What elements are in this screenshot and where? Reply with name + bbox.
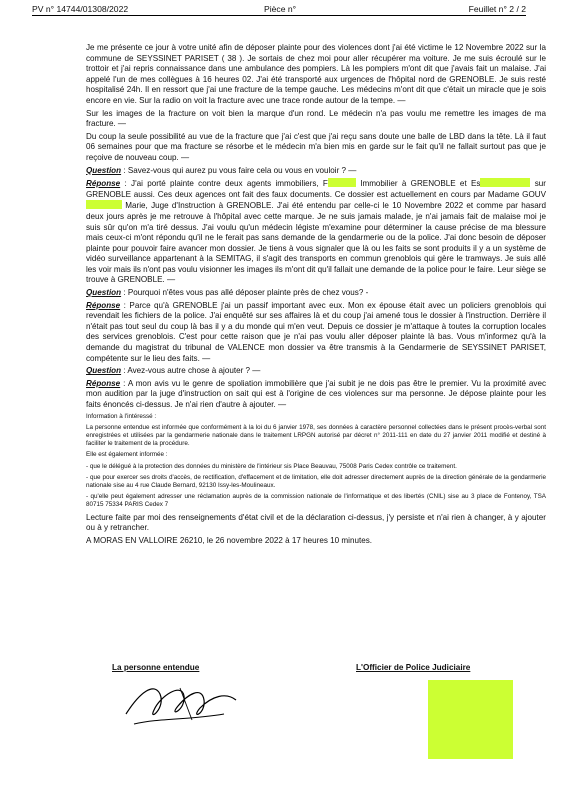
answer-text: : A mon avis vu le genre de spoliation immobilière que j'ai subit je ne dois pas être le premier. Vu la proximité avec mon audition par la juge d'instruction on sait qui est à l'origine de ces violences sur ma personne. Je dépose plainte pour les faits énoncés ci-dessus. Je n'ai rien d'autre à ajouter. — — [86, 378, 546, 409]
answer-text: sur GRENOBLE aussi. Ces deux agences ont fait des faux documents. Ce dossier est actuellement en cours par Madame GOUV — [86, 179, 547, 199]
closing-statement: Lecture faite par moi des renseignements d'état civil et de la déclaration ci-dessus, j'y persiste et n'ai rien à changer, à y ajouter ou à y retrancher. — [86, 512, 546, 533]
answer-2 — [86, 301, 546, 365]
redaction-box — [428, 680, 513, 759]
statement-body — [86, 43, 546, 548]
info-title: Information à l'intéressé : — [86, 412, 157, 420]
answer-1 — [86, 178, 546, 286]
info-paragraph: - que pour exercer ses droits d'accès, de rectification, d'effacement et de limitation, elle doit adresser directement auprès de la direction générale de la gendarmerie nationale sise au 4 rue Claude Bernard, 92130 Issy-les-Moulineaux. — [86, 473, 546, 490]
question-text: : Avez-vous autre chose à ajouter ? — — [121, 366, 261, 376]
answer-text: : J'ai porté plainte contre deux agents immobiliers, F — [120, 179, 328, 189]
header-divider — [32, 15, 526, 16]
info-paragraph: Elle est également informée : — [86, 451, 168, 459]
question-text: : Pourquoi n'êtes vous pas allé déposer plainte près de chez vous? - — [121, 288, 369, 298]
answer-label: Réponse — [86, 378, 121, 388]
question-label: Question — [86, 165, 122, 175]
redaction-box — [86, 200, 122, 209]
handwritten-signature — [120, 674, 242, 738]
pv-number: PV n° 14744/01308/2022 — [32, 4, 129, 14]
redaction-box — [328, 178, 356, 187]
answer-label: Réponse — [86, 300, 121, 310]
closing-place-date: A MORAS EN VALLOIRE 26210, le 26 novembre 2022 à 17 heures 10 minutes. — [86, 535, 372, 545]
question-3 — [86, 366, 546, 377]
signature-label-officer: L'Officier de Police Judiciaire — [356, 663, 471, 672]
answer-3 — [86, 379, 546, 411]
question-label: Question — [86, 366, 122, 376]
question-label: Question — [86, 288, 122, 298]
piece-number: Pièce n° — [264, 4, 297, 14]
answer-text: Immobilier à GRENOBLE et Es — [355, 179, 481, 189]
answer-text: : Parce qu'à GRENOBLE j'ai un passif important avec eux. Mon ex épouse était avec un policiers grenoblois qui revendait les fichiers de la police. J'ai enquêté sur ses affaires là et du coup j'ai amené tous le dossier à l'instruction. Derrière il n'était pas tout seul du coup là bas il y a du monde qui m'en veut. Depuis ce dossier je m'attaque à toutes la corruption locales des services grenoblois. C'est pour cette raison que je n'ai pas voulu aller déposer plainte là bas. Vous m'informez qu'à la demande du magistrat du tribunal de VALENCE mon dossier va être transmis à la Gendarmerie de SEYSSINET PARISET, compétente sur le lieu des faits. — — [86, 300, 546, 363]
answer-label: Réponse — [86, 179, 121, 189]
redaction-box — [480, 178, 530, 187]
info-paragraph: - que le délégué à la protection des données du ministère de l'intérieur sis Place Beauvau, 75008 Paris Cedex contrôle ce traitement. — [86, 462, 457, 470]
paragraph-3: Du coup la seule possibilité au vue de la fracture que j'ai c'est que j'ai reçu sans doute une balle de LBD dans la tête. Là il faut 06 semaines pour que ma fracture se résorbe et le médecin m'a bien mis en garde sur le fait qu'il ne fallait surtout pas que je reçoive de nouveau coup. — — [86, 131, 546, 162]
question-1 — [86, 166, 546, 177]
info-paragraph: La personne entendue est informée que conformément à la loi du 6 janvier 1978, ses données à caractère personnel collectées dans le présent procès-verbal sont enregistrées et utilisées par la gendarmerie nationale dans le traitement LRPGN autorisé par décret n° 2011-111 en date du 27 janvier 2011 modifié et destiné à faciliter le traitement de la procédure. — [86, 423, 546, 448]
answer-text: Marie, Juge d'Instruction à GRENOBLE. J'ai été entendu par celle-ci le 10 Novembre 2022 et comme par hasard deux jours après je me retrouve à l'hôpital avec cette marque. Je ne suis jamais malade, je n'ai jamais fait de malaise moi je suis sûr qu'on m'a tiré dessus. J'ai voulu qu'un médecin légiste m'examine pour déterminer la cause précise de ma blessure mais ceux-ci m'ont répondu qu'il ne le ferait pas sans demande de la gendarmerie ou de la police. J'ai donc besoin de déposer plainte pour pouvoir faire avancer mon dossier. Je tiens à vous signaler que là ou les faits se sont produits il y a un système de vidéo surveillance appartenant à la SEMITAG, il s'agit des transports en commun grenoblois qui gère le tramways. Je suis allé les voir mais ils n'ont pas voulu visionner les images ils m'ont dit qu'il fallait une demande de la police pour le faire. Leur siège se trouve à GRENOBLE. — — [86, 201, 546, 285]
question-text: : Savez-vous qui aurez pu vous faire cela ou vous en vouloir ? — — [121, 165, 357, 175]
info-paragraph: - qu'elle peut également adresser une réclamation auprès de la commission nationale de l'informatique et des libertés (CNIL) sise au 3 place de Fontenoy, TSA 80715 75334 PARIS Cedex 7 — [86, 493, 546, 509]
legal-information — [86, 413, 546, 510]
paragraph-1: Je me présente ce jour à votre unité afin de déposer plainte pour des violences dont j'ai été victime le 12 Novembre 2022 sur la commune de SEYSSINET PARISET ( 38 ). Je sortais de chez moi pour aller récupérer ma voiture. Je me suis écroulé sur le trottoir et j'ai repris connaissance dans une ambulance des pompiers. Là les pompiers m'ont dit que j'avais fait un malaise. J'ai appelé l'un de mes collègues à 16 heures 02. J'ai été transporté aux urgences de l'hôpital nord de GRENOBLE. Je suis resté hospitalisé 24h. Il en ressort que j'ai une fracture de la tempe gauche. Les médecins m'ont dit que c'était un miracle que je sois encore en vie. Sur la radio on voit la fracture avec une trace ronde autour de la tempe. — — [86, 43, 546, 105]
paragraph-2: Sur les images de la fracture on voit bien la marque d'un rond. Le médecin n'a pas voulu me remettre les images de ma fracture. — — [86, 108, 546, 129]
signature-label-person: La personne entendue — [112, 663, 200, 672]
sheet-number: Feuillet n° 2 / 2 — [468, 4, 526, 14]
question-2 — [86, 288, 546, 299]
